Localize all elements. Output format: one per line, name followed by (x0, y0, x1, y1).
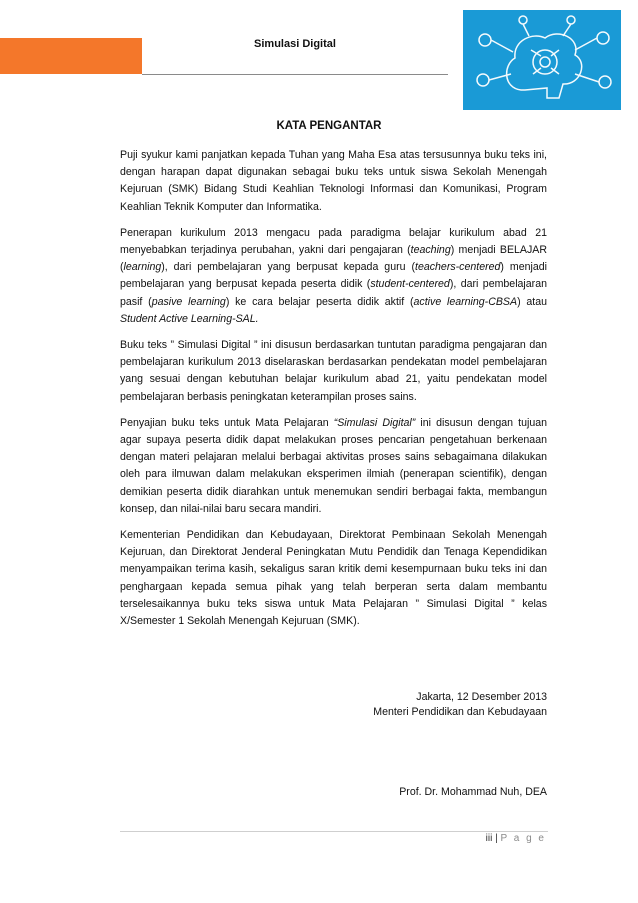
page-footer (400, 833, 546, 844)
paragraph-3: Buku teks ” Simulasi Digital ” ini disusun berdasarkan tuntutan paradigma pengajaran dan pembelajaran kurikulum 2013 diselaraskan berdasarkan pendekatan model pembelajaran yang sesuai dengan kebutuhan belajar kurikulum abad 21, yaitu pendekatan model pembelajaran berbasis peningkatan keterampilan proses sains. (120, 339, 547, 403)
brain-network-icon (463, 10, 621, 110)
paragraph-5: Kementerian Pendidikan dan Kebudayaan, Direktorat Pembinaan Sekolah Menengah Kejuruan, dan Direktorat Jenderal Peningkatan Mutu Pendidik dan Tenaga Kependidikan menyampaikan terima kasih, sekaligus saran kritik demi kesempurnaan buku teks ini dan penghargaan kepada semua pihak yang telah berperan serta dalam membantu terselesaikannya buku teks siswa untuk Mata Pelajaran ” Simulasi Digital ” kelas X/Semester 1 Sekolah Menengah Kejuruan (SMK). (120, 529, 547, 628)
page-title: KATA PENGANTAR (276, 120, 382, 132)
page-label: P a g e (500, 833, 546, 844)
header-accent-bar (0, 38, 142, 74)
header-divider (142, 74, 448, 75)
header-title: Simulasi Digital (254, 38, 336, 50)
page-separator: | (495, 833, 498, 844)
signature-position: Menteri Pendidikan dan Kebudayaan (373, 706, 547, 718)
paragraph-1: Puji syukur kami panjatkan kepada Tuhan yang Maha Esa atas tersusunnya buku teks ini, dengan harapan dapat digunakan sebagai buku teks untuk siswa Sekolah Menengah Kejuruan (SMK) Bidang Studi Keahlian Teknologi Informasi dan Komunikasi, Program Keahlian Teknik Komputer dan Informatika. (120, 149, 547, 213)
footer-divider (120, 831, 548, 832)
page-number: iii (485, 833, 493, 844)
signature-place-date: Jakarta, 12 Desember 2013 (416, 691, 547, 703)
signature-name: Prof. Dr. Mohammad Nuh, DEA (399, 786, 547, 798)
paragraph-4: Penyajian buku teks untuk Mata Pelajaran “Simulasi Digital” ini disusun dengan tujuan agar supaya peserta didik dapat melakukan proses pencarian pengetahuan berkenaan dengan materi pelajaran melalui berbagai aktivitas proses sains sebagaimana dilakukan oleh para ilmuwan dalam melakukan eksperimen ilmiah (penerapan scientifik), dengan demikian peserta didik diarahkan untuk menemukan sendiri berbagai fakta, membangun konsep, dan nilai-nilai baru secara mandiri. (120, 416, 547, 515)
paragraph-2: Penerapan kurikulum 2013 mengacu pada paradigma belajar kurikulum abad 21 menyebabkan terjadinya perubahan, yakni dari pengajaran (teaching) menjadi BELAJAR (learning), dari pembelajaran yang berpusat kepada guru (teachers-centered) menjadi pembelajaran yang berpusat kepada peserta didik (student-centered), dari pembelajaran pasif (pasive learning) ke cara belajar peserta didik aktif (active learning-CBSA) atau Student Active Learning-SAL. (120, 226, 547, 325)
foreword-body (120, 147, 547, 639)
